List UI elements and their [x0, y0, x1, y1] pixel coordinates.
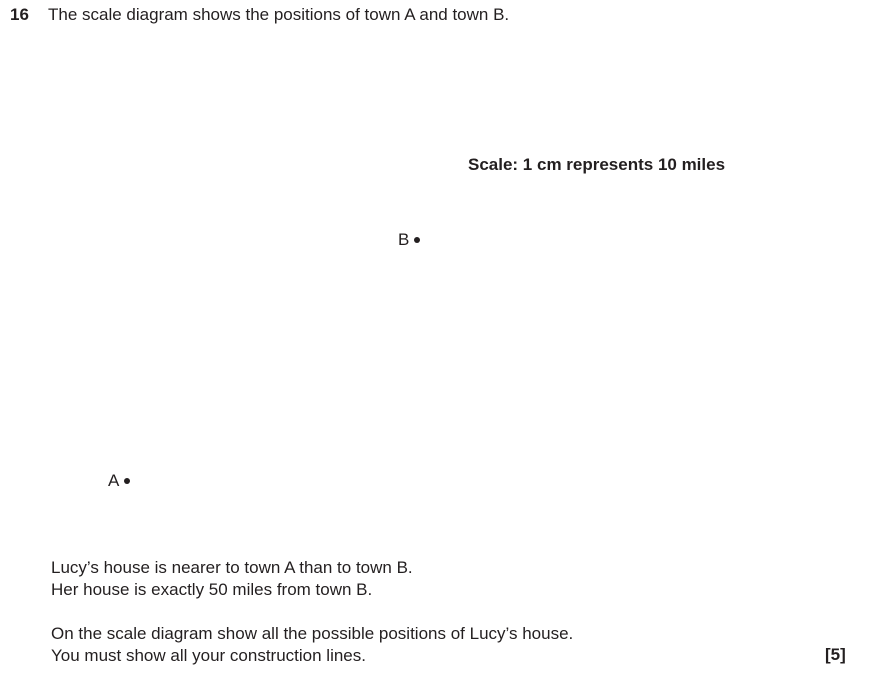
town-a: [108, 472, 130, 489]
town-b-dot: [414, 237, 420, 243]
town-a-dot: [124, 478, 130, 484]
question-instructions: [51, 623, 573, 667]
condition-line-1: Lucy’s house is nearer to town A than to town B.: [51, 558, 413, 577]
town-a-label: A: [108, 471, 120, 490]
instruction-line-1: On the scale diagram show all the possible positions of Lucy’s house.: [51, 624, 574, 643]
question-intro: The scale diagram shows the positions of town A and town B.: [48, 5, 510, 24]
question-number: 16: [10, 5, 29, 24]
town-b: [398, 231, 420, 248]
marks-badge: [5]: [825, 645, 846, 664]
condition-line-2: Her house is exactly 50 miles from town B.: [51, 580, 373, 599]
scale-note: Scale: 1 cm represents 10 miles: [468, 155, 726, 174]
instruction-line-2: You must show all your construction lines.: [51, 646, 366, 665]
question-conditions: [51, 557, 413, 601]
town-b-label: B: [398, 230, 410, 249]
